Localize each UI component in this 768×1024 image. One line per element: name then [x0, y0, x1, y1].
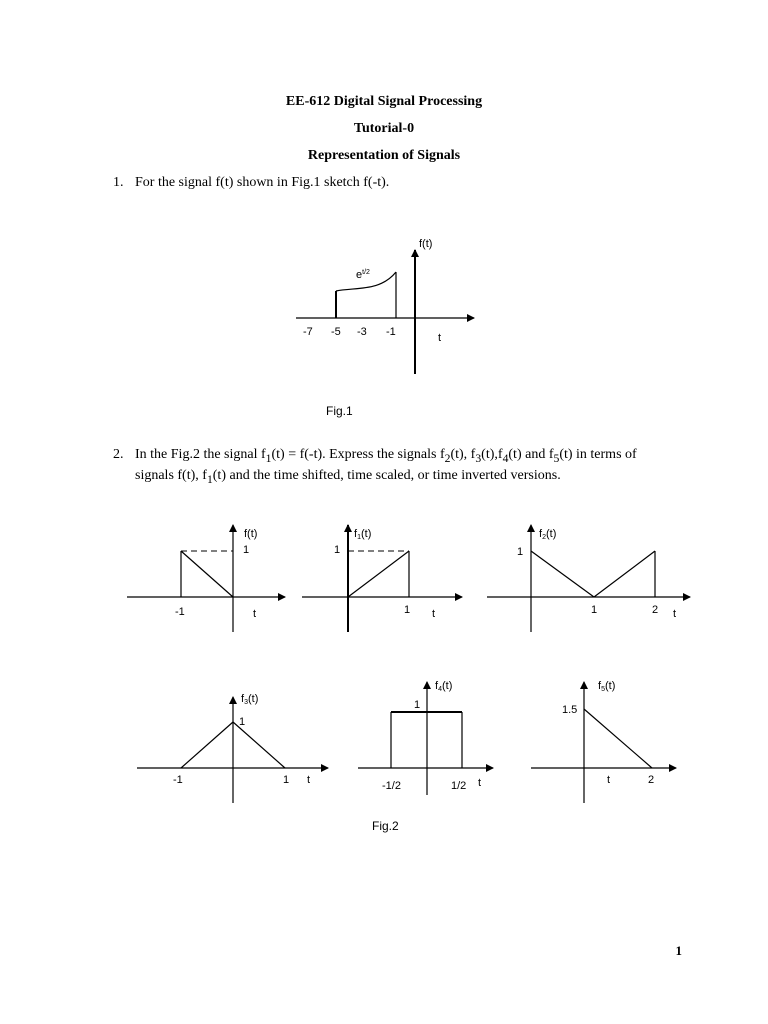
f5-ramp: [584, 709, 652, 768]
question-2-text-line-2: signals f(t), $f_1(t)$ and the time shifted, time scaled, or time inverted versions.: [135, 468, 561, 486]
fig2-plot-f1: [302, 525, 462, 632]
f2-down-ramp: [531, 551, 594, 597]
f3-up-ramp: [181, 722, 233, 768]
fig1-tick-minus5: -5: [331, 326, 341, 338]
f5-xlabel: t: [607, 774, 611, 786]
f3-tick-y: 1: [239, 716, 246, 728]
fig1-curve-label: $e^{t/2}$: [356, 269, 370, 281]
f-label: f(t): [244, 528, 258, 540]
fig1-tick-minus1: -1: [386, 326, 396, 338]
question-1-number: 1.: [113, 175, 124, 190]
fig1-caption: Fig.1: [326, 404, 353, 418]
f3-label: f3(t): [241, 693, 259, 706]
f2-tick-x2: 2: [652, 604, 659, 616]
question-2-number: 2.: [113, 447, 124, 462]
question-1-text: For the signal f(t) shown in Fig.1 sketch f(-t).: [135, 175, 390, 190]
f5-tick-x: 2: [648, 774, 655, 786]
f4-label: f4(t): [435, 680, 453, 693]
f2-tick-x1: 1: [591, 604, 598, 616]
fig1-xlabel: t: [438, 332, 442, 344]
f-tick-x: -1: [175, 606, 185, 618]
f-ramp: [181, 551, 233, 597]
f1-ramp: [348, 551, 409, 597]
fig2-plot-f4: [358, 680, 493, 795]
fig2-caption: Fig.2: [372, 819, 399, 833]
document-course-title: EE-612 Digital Signal Processing: [285, 94, 483, 109]
f3-tick-xp: 1: [283, 774, 290, 786]
document-tutorial-title: Tutorial-0: [353, 121, 415, 136]
f1-tick-y: 1: [334, 544, 341, 556]
document-topic-title: Representation of Signals: [307, 148, 461, 163]
f4-tick-y: 1: [414, 699, 421, 711]
f-tick-y: 1: [243, 544, 250, 556]
f-xlabel: t: [253, 608, 257, 620]
f3-down-ramp: [233, 722, 285, 768]
f2-tick-y: 1: [517, 546, 524, 558]
f1-tick-x: 1: [404, 604, 411, 616]
f4-xlabel: t: [478, 777, 482, 789]
page-number: 1: [675, 943, 682, 958]
f4-tick-xn: -1/2: [382, 780, 401, 792]
f1-xlabel: t: [432, 608, 436, 620]
f3-xlabel: t: [307, 774, 311, 786]
f5-label: f5(t): [598, 680, 616, 693]
fig2-plot-f5: [531, 680, 676, 803]
f2-xlabel: t: [673, 608, 677, 620]
fig2-plot-f: [127, 525, 285, 632]
f1-label: f1(t): [354, 528, 372, 541]
fig1-plot: [296, 238, 474, 374]
fig2-plot-f2: [487, 525, 690, 632]
f5-tick-y: 1.5: [562, 704, 578, 716]
f2-up-ramp: [594, 551, 655, 597]
fig1-tick-minus3: -3: [357, 326, 367, 338]
fig1-ylabel: f(t): [419, 238, 433, 250]
fig1-tick-minus7: -7: [303, 326, 313, 338]
question-2-text-line-1: In the Fig.2 the signal $f_1(t) = f(-t)$. Express the signals $f_2(t)$, $f_3(t),f_4(t)$ and $f_5(t)$ in terms of: [135, 447, 637, 465]
f2-label: f2(t): [539, 528, 557, 541]
f4-tick-xp: 1/2: [451, 780, 467, 792]
f3-tick-xn: -1: [173, 774, 183, 786]
fig2-plot-f3: [137, 693, 328, 803]
